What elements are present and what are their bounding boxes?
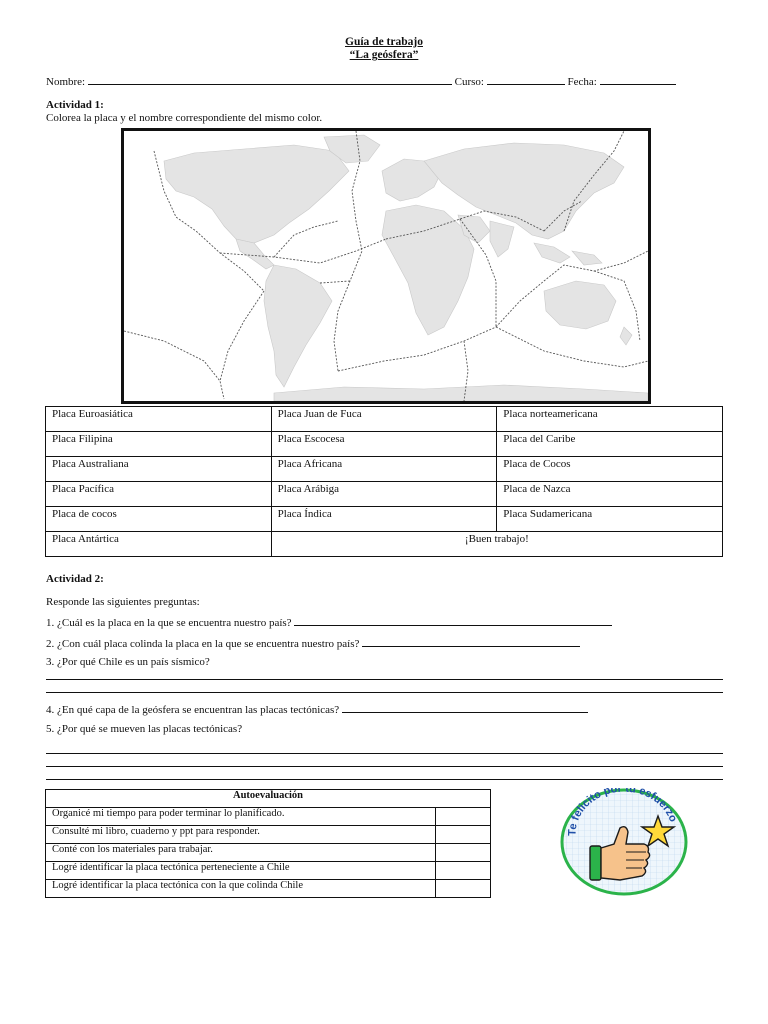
actividad1-instruction: Colorea la placa y el nombre correspondiente del mismo color. xyxy=(46,112,323,124)
plate-cell[interactable]: Placa Australiana xyxy=(46,457,272,482)
table-row xyxy=(46,457,723,482)
table-row xyxy=(46,844,491,862)
nombre-label: Nombre: xyxy=(46,76,86,88)
actividad2-heading: Actividad 2: xyxy=(46,573,104,585)
answer-4-field[interactable] xyxy=(342,702,588,713)
autoevaluacion-table xyxy=(45,789,491,898)
student-info-line xyxy=(46,74,736,88)
check-cell[interactable] xyxy=(436,880,491,898)
question-2-text: 2. ¿Con cuál placa colinda la placa en la que se encuentra nuestro país? xyxy=(46,638,360,650)
criterion-cell: Consulté mi libro, cuaderno y ppt para responder. xyxy=(46,826,436,844)
congratulations-sticker xyxy=(560,788,688,896)
table-row xyxy=(46,826,491,844)
buen-trabajo-message: ¡Buen trabajo! xyxy=(271,532,722,557)
criterion-cell: Logré identificar la placa tectónica perteneciente a Chile xyxy=(46,862,436,880)
table-row xyxy=(46,880,491,898)
criterion-cell: Organicé mi tiempo para poder terminar lo planificado. xyxy=(46,808,436,826)
plate-cell[interactable]: Placa Antártica xyxy=(46,532,272,557)
table-row xyxy=(46,862,491,880)
criterion-cell: Conté con los materiales para trabajar. xyxy=(46,844,436,862)
curso-field[interactable] xyxy=(487,74,565,85)
table-row xyxy=(46,808,491,826)
question-4-text: 4. ¿En qué capa de la geósfera se encuentran las placas tectónicas? xyxy=(46,704,340,716)
fecha-label: Fecha: xyxy=(567,76,597,88)
plate-cell[interactable]: Placa Escocesa xyxy=(271,432,497,457)
answer-5-line[interactable] xyxy=(46,766,723,767)
nombre-field[interactable] xyxy=(88,74,452,85)
sticker-text: Te felicito por tu esfuerzo xyxy=(566,788,680,837)
actividad1-heading: Actividad 1: xyxy=(46,99,104,111)
question-1-text: 1. ¿Cuál es la placa en la que se encuentra nuestro país? xyxy=(46,617,292,629)
autoevaluacion-heading: Autoevaluación xyxy=(46,790,491,808)
worksheet-subtitle: “La geósfera” xyxy=(349,49,419,61)
table-row xyxy=(46,432,723,457)
answer-5-line[interactable] xyxy=(46,779,723,780)
question-4 xyxy=(46,702,588,716)
plate-cell[interactable]: Placa Juan de Fuca xyxy=(271,407,497,432)
table-row xyxy=(46,482,723,507)
tectonic-plates-map xyxy=(121,128,651,404)
world-map-icon xyxy=(124,131,648,401)
criterion-cell: Logré identificar la placa tectónica con la que colinda Chile xyxy=(46,880,436,898)
answer-5-line[interactable] xyxy=(46,753,723,754)
plate-cell[interactable]: Placa de Cocos xyxy=(497,457,723,482)
table-row xyxy=(46,532,723,557)
curso-label: Curso: xyxy=(454,76,484,88)
plates-table xyxy=(45,406,723,557)
plate-cell[interactable]: Placa de Nazca xyxy=(497,482,723,507)
plate-cell[interactable]: Placa Pacífica xyxy=(46,482,272,507)
check-cell[interactable] xyxy=(436,862,491,880)
answer-2-field[interactable] xyxy=(362,636,580,647)
check-cell[interactable] xyxy=(436,844,491,862)
table-row xyxy=(46,407,723,432)
answer-3-line[interactable] xyxy=(46,692,723,693)
actividad2-intro: Responde las siguientes preguntas: xyxy=(46,596,200,608)
answer-3-line[interactable] xyxy=(46,679,723,680)
plate-cell[interactable]: Placa norteamericana xyxy=(497,407,723,432)
plate-cell[interactable]: Placa Filipina xyxy=(46,432,272,457)
answer-1-field[interactable] xyxy=(294,615,612,626)
plate-cell[interactable]: Placa Euroasiática xyxy=(46,407,272,432)
thumbs-up-star-icon xyxy=(560,788,688,896)
plate-cell[interactable]: Placa del Caribe xyxy=(497,432,723,457)
check-cell[interactable] xyxy=(436,826,491,844)
plate-cell[interactable]: Placa Africana xyxy=(271,457,497,482)
question-3-text: 3. ¿Por qué Chile es un país sísmico? xyxy=(46,656,210,668)
plate-cell[interactable]: Placa Arábiga xyxy=(271,482,497,507)
table-row xyxy=(46,507,723,532)
question-2 xyxy=(46,636,580,650)
plate-cell[interactable]: Placa de cocos xyxy=(46,507,272,532)
plate-cell[interactable]: Placa Sudamericana xyxy=(497,507,723,532)
table-row xyxy=(46,790,491,808)
check-cell[interactable] xyxy=(436,808,491,826)
fecha-field[interactable] xyxy=(600,74,676,85)
question-1 xyxy=(46,615,612,629)
worksheet-title: Guía de trabajo xyxy=(345,36,423,48)
plate-cell[interactable]: Placa Índica xyxy=(271,507,497,532)
question-5-text: 5. ¿Por qué se mueven las placas tectónicas? xyxy=(46,723,243,735)
